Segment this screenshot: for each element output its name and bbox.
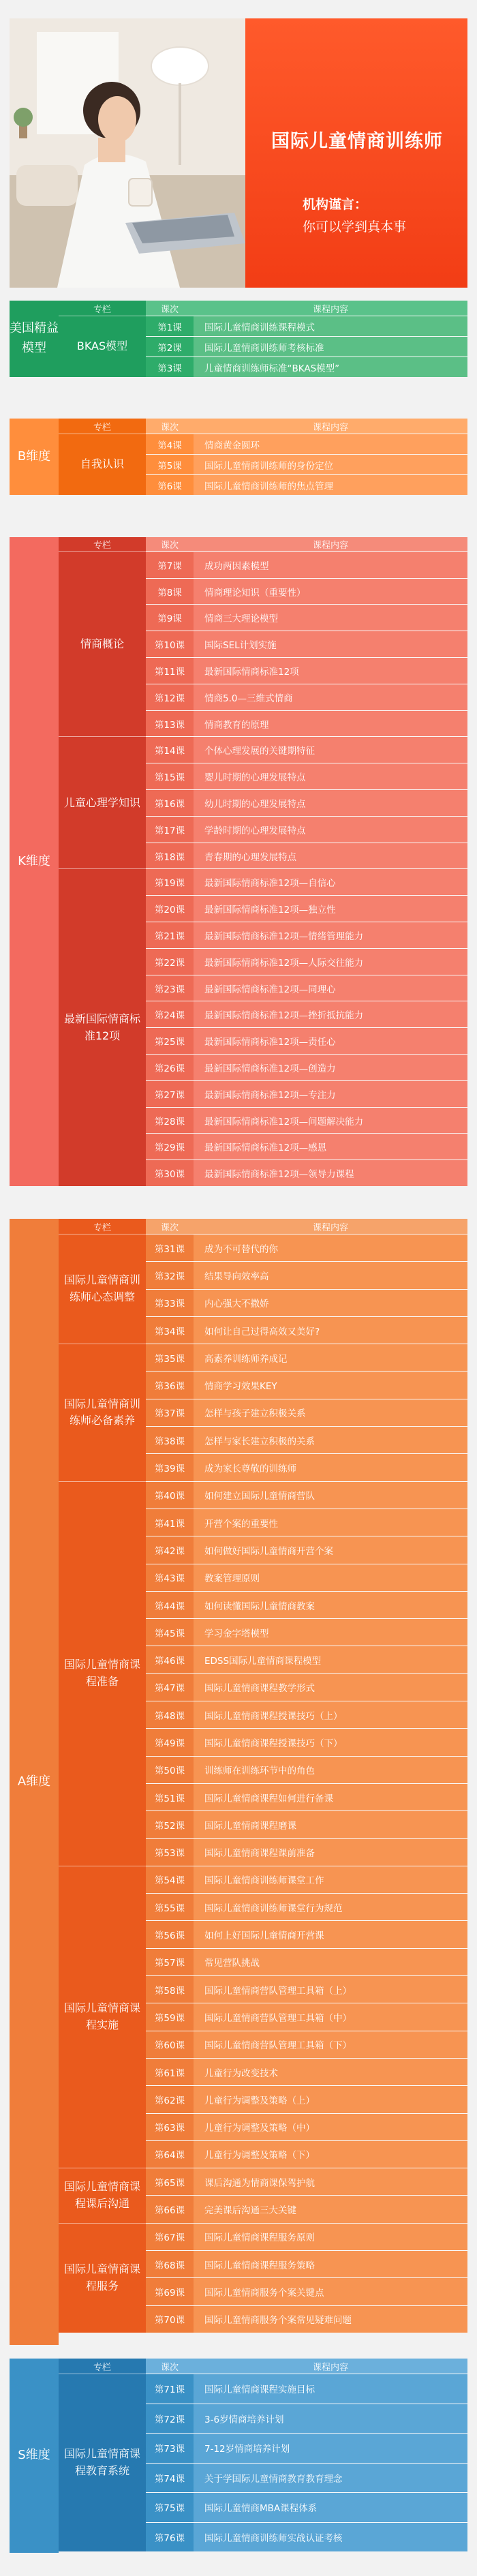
lesson-number: 第8课 — [146, 579, 194, 605]
lesson-title: 成功两因素模型 — [194, 552, 467, 578]
lesson-title: 最新国际情商标准12项—专注力 — [194, 1081, 467, 1107]
lesson-row — [146, 1893, 467, 1920]
lesson-row — [146, 1920, 467, 1948]
group — [59, 434, 467, 495]
lesson-title: 个体心理发展的关键期特征 — [194, 737, 467, 763]
lesson-row — [146, 1261, 467, 1288]
lesson-number: 第59课 — [146, 2003, 194, 2030]
lesson-row — [146, 816, 467, 843]
lesson-title: 7-12岁情商培养计划 — [194, 2434, 467, 2463]
lesson-number: 第41课 — [146, 1509, 194, 1536]
lesson-row — [146, 948, 467, 975]
lesson-row — [146, 578, 467, 605]
lesson-title: 如何做好国际儿童情商开营个案 — [194, 1536, 467, 1563]
header-column: 专栏 — [59, 419, 146, 434]
motto-label: 机构谨言： — [303, 197, 368, 212]
lesson-title: 结果导向效率高 — [194, 1262, 467, 1288]
lesson-number: 第26课 — [146, 1055, 194, 1080]
lesson-number: 第11课 — [146, 658, 194, 684]
lesson-row — [146, 657, 467, 684]
lesson-number: 第14课 — [146, 737, 194, 763]
group — [59, 551, 467, 737]
lesson-number: 第12课 — [146, 684, 194, 710]
lesson-title: 高素养训练师养成记 — [194, 1344, 467, 1371]
group-name: 国际儿童情商训练师心态调整 — [59, 1234, 146, 1344]
group-name: BKAS模型 — [59, 316, 146, 377]
lesson-title: 情商教育的原理 — [194, 711, 467, 737]
lesson-title: 儿童情商训练师标准“BKAS模型” — [194, 357, 467, 377]
lesson-row — [146, 1756, 467, 1783]
lesson-title: 国际儿童情商服务个案常见疑难问题 — [194, 2306, 467, 2333]
lesson-row — [146, 316, 467, 336]
group-name: 自我认识 — [59, 434, 146, 495]
lesson-number: 第37课 — [146, 1399, 194, 1426]
lesson-number: 第65课 — [146, 2168, 194, 2195]
lesson-number: 第50课 — [146, 1757, 194, 1783]
lesson-number: 第64课 — [146, 2141, 194, 2168]
lesson-title: 国际儿童情商课程服务原则 — [194, 2224, 467, 2250]
lesson-title: 课后沟通为情商课保驾护航 — [194, 2168, 467, 2195]
header-lesson-no: 课次 — [146, 1219, 194, 1234]
lesson-title: 国际儿童情商课程实施目标 — [194, 2374, 467, 2404]
lesson-number: 第74课 — [146, 2464, 194, 2493]
lesson-title: 成为家长尊敬的训练师 — [194, 1454, 467, 1481]
lesson-row — [146, 684, 467, 710]
lesson-row — [146, 2277, 467, 2305]
lesson-number: 第54课 — [146, 1866, 194, 1893]
lesson-title: 儿童行为调整及策略（下） — [194, 2141, 467, 2168]
group — [59, 2168, 467, 2223]
lesson-row — [146, 1316, 467, 1344]
lesson-row — [146, 2305, 467, 2333]
lesson-row — [146, 1426, 467, 1453]
lesson-row — [146, 763, 467, 789]
lesson-title: 情商三大理论模型 — [194, 605, 467, 631]
lesson-row — [146, 2492, 467, 2522]
lesson-title: 最新国际情商标准12项—感恩 — [194, 1134, 467, 1160]
section-b-dimension — [10, 419, 467, 495]
group — [59, 316, 467, 377]
lesson-row — [146, 2223, 467, 2250]
lesson-number: 第53课 — [146, 1839, 194, 1866]
lesson-title: 国际儿童情商训练课程模式 — [194, 316, 467, 336]
lesson-row — [146, 357, 467, 377]
lesson-row — [146, 551, 467, 578]
lesson-number: 第7课 — [146, 552, 194, 578]
lesson-number: 第72课 — [146, 2404, 194, 2434]
group-name: 儿童心理学知识 — [59, 736, 146, 868]
section-header-row — [59, 1219, 467, 1234]
lesson-row — [146, 1509, 467, 1536]
hero-orange-panel — [245, 18, 467, 288]
lesson-row — [146, 1080, 467, 1107]
lesson-row — [146, 1027, 467, 1054]
lesson-number: 第38课 — [146, 1427, 194, 1453]
group-name: 国际儿童情商课程准备 — [59, 1481, 146, 1866]
lesson-row — [146, 1591, 467, 1618]
lesson-row — [146, 2522, 467, 2552]
lesson-title: 国际儿童情商营队管理工具箱（中） — [194, 2003, 467, 2030]
lesson-number: 第16课 — [146, 790, 194, 816]
lesson-row — [146, 2031, 467, 2058]
header-content: 课程内容 — [194, 2359, 467, 2374]
lesson-row — [146, 975, 467, 1001]
lesson-row — [146, 336, 467, 357]
lesson-row — [146, 895, 467, 922]
lesson-number: 第47课 — [146, 1674, 194, 1701]
lesson-row — [146, 1399, 467, 1426]
lesson-number: 第13课 — [146, 711, 194, 737]
lesson-number: 第55课 — [146, 1894, 194, 1920]
lesson-row — [146, 2433, 467, 2463]
lesson-title: 最新国际情商标准12项—创造力 — [194, 1055, 467, 1080]
lesson-title: 儿童行为调整及策略（上） — [194, 2086, 467, 2112]
lesson-title: 国际SEL计划实施 — [194, 631, 467, 657]
lesson-number: 第46课 — [146, 1646, 194, 1673]
lesson-number: 第75课 — [146, 2493, 194, 2522]
group-name: 国际儿童情商训练师必备素养 — [59, 1344, 146, 1481]
lesson-title: 国际儿童情商课程课前准备 — [194, 1839, 467, 1866]
section-label: B维度 — [10, 419, 59, 495]
lesson-number: 第71课 — [146, 2374, 194, 2404]
lesson-row — [146, 1133, 467, 1160]
lesson-title: 怎样与家长建立积极的关系 — [194, 1427, 467, 1453]
lesson-number: 第30课 — [146, 1160, 194, 1186]
lesson-number: 第62课 — [146, 2086, 194, 2112]
lesson-number: 第76课 — [146, 2523, 194, 2552]
motto-text: 你可以学到真本事 — [303, 219, 407, 234]
lesson-title: 如何让自己过得高效又美好? — [194, 1317, 467, 1344]
lesson-title: 如何上好国际儿童情商开营课 — [194, 1921, 467, 1948]
section-label: K维度 — [10, 537, 59, 1186]
lesson-row — [146, 2195, 467, 2222]
lesson-number: 第68课 — [146, 2251, 194, 2277]
lesson-title: 最新国际情商标准12项—情绪管理能力 — [194, 922, 467, 948]
woman-with-laptop-illustration — [10, 18, 245, 288]
lesson-title: 训练师在训练环节中的角色 — [194, 1757, 467, 1783]
lesson-number: 第28课 — [146, 1108, 194, 1134]
section-a-dimension — [10, 1219, 467, 2345]
lesson-row — [146, 474, 467, 495]
lesson-title: 情商学习效果KEY — [194, 1372, 467, 1398]
section-header-row — [59, 2359, 467, 2374]
lesson-number: 第48课 — [146, 1701, 194, 1728]
section-s-dimension — [10, 2359, 467, 2553]
lesson-title: 国际儿童情商训练师课堂工作 — [194, 1866, 467, 1893]
header-column: 专栏 — [59, 537, 146, 551]
lesson-number: 第25课 — [146, 1028, 194, 1054]
section-label: 美国精益模型 — [10, 301, 59, 377]
section-k-dimension — [10, 537, 467, 1186]
group — [59, 1234, 467, 1344]
lesson-row — [146, 1289, 467, 1316]
lesson-row — [146, 2113, 467, 2140]
group — [59, 1866, 467, 2168]
lesson-row — [146, 2463, 467, 2493]
group — [59, 736, 467, 868]
lesson-title: 最新国际情商标准12项—挫折抵抗能力 — [194, 1001, 467, 1027]
lesson-number: 第32课 — [146, 1262, 194, 1288]
lesson-title: 最新国际情商标准12项—独立性 — [194, 896, 467, 922]
lesson-row — [146, 1564, 467, 1591]
lesson-title: 怎样与孩子建立积极关系 — [194, 1399, 467, 1426]
group-name: 国际儿童情商课程课后沟通 — [59, 2168, 146, 2223]
lesson-title: 国际儿童情商服务个案关键点 — [194, 2278, 467, 2305]
lesson-number: 第15课 — [146, 763, 194, 789]
group-name: 国际儿童情商课程服务 — [59, 2223, 146, 2333]
lesson-number: 第19课 — [146, 869, 194, 895]
lesson-number: 第33课 — [146, 1290, 194, 1316]
section-label: A维度 — [10, 1219, 59, 2345]
lesson-row — [146, 434, 467, 454]
lesson-title: 如何读懂国际儿童情商教案 — [194, 1592, 467, 1618]
lesson-row — [146, 1160, 467, 1186]
group — [59, 2223, 467, 2333]
lesson-title: 最新国际情商标准12项—同理心 — [194, 975, 467, 1001]
lesson-title: 学习金字塔模型 — [194, 1619, 467, 1646]
section-header-row — [59, 301, 467, 316]
lesson-row — [146, 1728, 467, 1755]
lesson-title: 内心强大不撒娇 — [194, 1290, 467, 1316]
header-column: 专栏 — [59, 301, 146, 316]
section-lean-model — [10, 301, 467, 377]
lesson-row — [146, 454, 467, 474]
lesson-title: 最新国际情商标准12项—责任心 — [194, 1028, 467, 1054]
lesson-title: 国际儿童情商营队管理工具箱（上） — [194, 1976, 467, 2003]
lesson-number: 第18课 — [146, 843, 194, 869]
lesson-number: 第10课 — [146, 631, 194, 657]
lesson-number: 第5课 — [146, 455, 194, 474]
lesson-title: 国际儿童情商训练师实战认证考核 — [194, 2523, 467, 2552]
lesson-number: 第3课 — [146, 357, 194, 377]
lesson-title: 国际儿童情商课程服务策略 — [194, 2251, 467, 2277]
lesson-number: 第56课 — [146, 1921, 194, 1948]
lesson-row — [146, 789, 467, 816]
lesson-row — [146, 843, 467, 869]
lesson-row — [146, 1646, 467, 1673]
lesson-number: 第63课 — [146, 2114, 194, 2140]
lesson-title: 国际儿童情商训练师考核标准 — [194, 337, 467, 357]
lesson-number: 第45课 — [146, 1619, 194, 1646]
lesson-title: 国际儿童情商课程教学形式 — [194, 1674, 467, 1701]
lesson-row — [146, 1453, 467, 1481]
lesson-title: 最新国际情商标准12项—领导力课程 — [194, 1160, 467, 1186]
lesson-row — [146, 2140, 467, 2168]
header-content: 课程内容 — [194, 419, 467, 434]
group-name: 国际儿童情商课程教育系统 — [59, 2374, 146, 2551]
lesson-title: 最新国际情商标准12项—人际交往能力 — [194, 949, 467, 975]
lesson-number: 第43课 — [146, 1564, 194, 1591]
hero-photo — [10, 18, 245, 288]
lesson-row — [146, 1673, 467, 1701]
lesson-row — [146, 2250, 467, 2277]
lesson-number: 第34课 — [146, 1317, 194, 1344]
header-lesson-no: 课次 — [146, 419, 194, 434]
lesson-title: 教案管理原则 — [194, 1564, 467, 1591]
lesson-title: 国际儿童情商训练师的焦点管理 — [194, 475, 467, 495]
lesson-title: 儿童行为调整及策略（中） — [194, 2114, 467, 2140]
lesson-number: 第21课 — [146, 922, 194, 948]
lesson-number: 第24课 — [146, 1001, 194, 1027]
lesson-row — [146, 1054, 467, 1080]
lesson-row — [146, 2374, 467, 2404]
lesson-number: 第67课 — [146, 2224, 194, 2250]
lesson-row — [146, 1001, 467, 1027]
lesson-row — [146, 1866, 467, 1893]
lesson-row — [146, 2058, 467, 2085]
lesson-row — [146, 1701, 467, 1728]
lesson-title: 情商黄金圆环 — [194, 434, 467, 454]
lesson-row — [146, 1107, 467, 1134]
lesson-number: 第4课 — [146, 434, 194, 454]
lesson-title: 关于学国际儿童情商教育教育理念 — [194, 2464, 467, 2493]
group-name: 情商概论 — [59, 551, 146, 737]
lesson-title: 婴儿时期的心理发展特点 — [194, 763, 467, 789]
lesson-number: 第36课 — [146, 1372, 194, 1398]
lesson-number: 第42课 — [146, 1536, 194, 1563]
lesson-title: 成为不可替代的你 — [194, 1234, 467, 1261]
lesson-number: 第23课 — [146, 975, 194, 1001]
lesson-number: 第2课 — [146, 337, 194, 357]
section-header-row — [59, 537, 467, 551]
lesson-row — [146, 710, 467, 737]
lesson-number: 第29课 — [146, 1134, 194, 1160]
lesson-title: 情商理论知识（重要性） — [194, 579, 467, 605]
header-content: 课程内容 — [194, 301, 467, 316]
header-column: 专栏 — [59, 1219, 146, 1234]
lesson-row — [146, 1481, 467, 1509]
lesson-row — [146, 604, 467, 631]
lesson-title: 国际儿童情商课程如何进行备课 — [194, 1784, 467, 1810]
group-name: 最新国际情商标准12项 — [59, 868, 146, 1186]
header-lesson-no: 课次 — [146, 2359, 194, 2374]
lesson-number: 第40课 — [146, 1482, 194, 1509]
lesson-row — [146, 1783, 467, 1810]
lesson-row — [146, 1371, 467, 1398]
section-header-row — [59, 419, 467, 434]
lesson-title: 情商5.0—三维式情商 — [194, 684, 467, 710]
header-content: 课程内容 — [194, 537, 467, 551]
lesson-number: 第6课 — [146, 475, 194, 495]
lesson-title: EDSS国际儿童情商课程模型 — [194, 1646, 467, 1673]
lesson-number: 第60课 — [146, 2031, 194, 2058]
hero-banner — [10, 18, 467, 288]
lesson-title: 国际儿童情商课程授课技巧（下） — [194, 1729, 467, 1755]
lesson-title: 3-6岁情商培养计划 — [194, 2404, 467, 2434]
lesson-row — [146, 2404, 467, 2434]
lesson-title: 开营个案的重要性 — [194, 1509, 467, 1536]
lesson-number: 第1课 — [146, 316, 194, 336]
lesson-row — [146, 736, 467, 763]
lesson-title: 常见营队挑战 — [194, 1949, 467, 1975]
lesson-number: 第49课 — [146, 1729, 194, 1755]
lesson-title: 国际儿童情商MBA课程体系 — [194, 2493, 467, 2522]
lesson-title: 学龄时期的心理发展特点 — [194, 817, 467, 843]
lesson-title: 国际儿童情商课程授课技巧（上） — [194, 1701, 467, 1728]
lesson-title: 儿童行为改变技术 — [194, 2059, 467, 2085]
lesson-number: 第66课 — [146, 2196, 194, 2222]
lesson-row — [146, 2003, 467, 2030]
header-lesson-no: 课次 — [146, 301, 194, 316]
lesson-number: 第52课 — [146, 1811, 194, 1838]
lesson-number: 第58课 — [146, 1976, 194, 2003]
lesson-row — [146, 631, 467, 657]
lesson-title: 青春期的心理发展特点 — [194, 843, 467, 869]
lesson-title: 完美课后沟通三大关键 — [194, 2196, 467, 2222]
lesson-row — [146, 1975, 467, 2003]
lesson-title: 幼儿时期的心理发展特点 — [194, 790, 467, 816]
lesson-number: 第61课 — [146, 2059, 194, 2085]
lesson-number: 第17课 — [146, 817, 194, 843]
lesson-row — [146, 1344, 467, 1371]
header-content: 课程内容 — [194, 1219, 467, 1234]
lesson-number: 第27课 — [146, 1081, 194, 1107]
lesson-number: 第35课 — [146, 1344, 194, 1371]
group — [59, 2374, 467, 2551]
lesson-row — [146, 1536, 467, 1563]
lesson-number: 第39课 — [146, 1454, 194, 1481]
lesson-row — [146, 1838, 467, 1866]
lesson-title: 最新国际情商标准12项—问题解决能力 — [194, 1108, 467, 1134]
lesson-row — [146, 1234, 467, 1261]
lesson-number: 第31课 — [146, 1234, 194, 1261]
lesson-row — [146, 868, 467, 895]
header-lesson-no: 课次 — [146, 537, 194, 551]
lesson-number: 第20课 — [146, 896, 194, 922]
lesson-number: 第9课 — [146, 605, 194, 631]
group — [59, 868, 467, 1186]
lesson-title: 国际儿童情商训练师课堂行为规范 — [194, 1894, 467, 1920]
lesson-row — [146, 1948, 467, 1975]
lesson-number: 第57课 — [146, 1949, 194, 1975]
lesson-title: 最新国际情商标准12项—自信心 — [194, 869, 467, 895]
lesson-number: 第70课 — [146, 2306, 194, 2333]
lesson-title: 最新国际情商标准12项 — [194, 658, 467, 684]
lesson-title: 如何建立国际儿童情商营队 — [194, 1482, 467, 1509]
lesson-row — [146, 1618, 467, 1646]
section-label: S维度 — [10, 2359, 59, 2553]
lesson-row — [146, 1810, 467, 1838]
group-name: 国际儿童情商课程实施 — [59, 1866, 146, 2168]
lesson-number: 第22课 — [146, 949, 194, 975]
lesson-title: 国际儿童情商训练师的身份定位 — [194, 455, 467, 474]
lesson-row — [146, 922, 467, 948]
lesson-number: 第73课 — [146, 2434, 194, 2463]
lesson-title: 国际儿童情商营队管理工具箱（下） — [194, 2031, 467, 2058]
lesson-number: 第51课 — [146, 1784, 194, 1810]
lesson-number: 第69课 — [146, 2278, 194, 2305]
header-column: 专栏 — [59, 2359, 146, 2374]
lesson-number: 第44课 — [146, 1592, 194, 1618]
group — [59, 1481, 467, 1866]
lesson-title: 国际儿童情商课程磨课 — [194, 1811, 467, 1838]
group — [59, 1344, 467, 1481]
lesson-row — [146, 2168, 467, 2195]
lesson-row — [146, 2085, 467, 2112]
hero-title: 国际儿童情商训练师 — [271, 131, 443, 152]
